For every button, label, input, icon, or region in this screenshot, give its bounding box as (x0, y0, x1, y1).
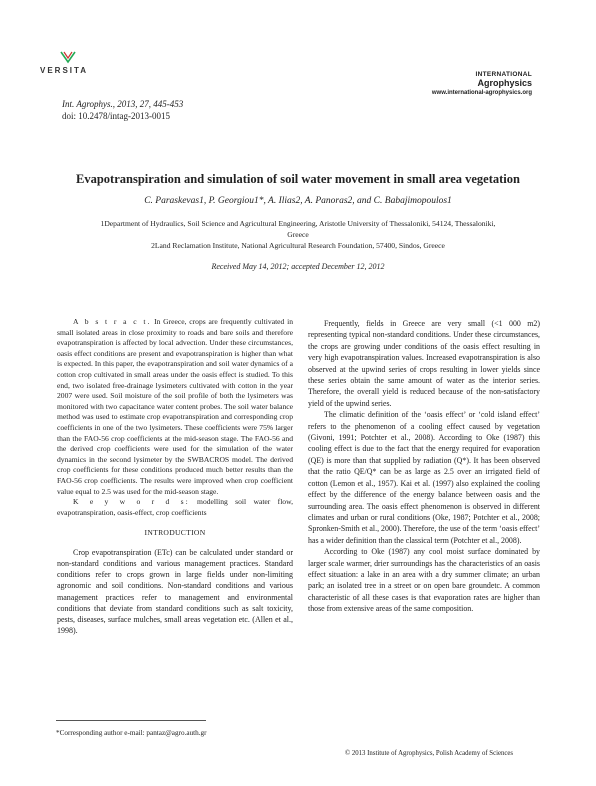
received-dates: Received May 14, 2012; accepted December 12, 2012 (211, 262, 385, 271)
affiliations (90, 218, 506, 251)
versita-mark-icon (60, 50, 76, 64)
abstract-text: In Greece, crops are frequently cultivated in small isolated areas in close proximity to roads and bare soils and therefore evapotranspiration is affected by local advection. Under these circumstances, oasis effect conditions are present and evapotranspiration is higher than what is expected. In this paper, the evapotranspiration and soil water dynamics of a cotton crop cultivated in small areas under the oasis effect is studied. To this end, two isolated free-drainage lysimeters cultivated with cotton in the year 2007 were used. Soil moisture of the soil profile of both the lysimeters was monitored with two capacitance water content probes. The soil water balance method was used to estimate crop evapotranspiration and corresponding crop coefficients in one of the two lysimeters. These coefficients were 75% larger than the FAO-56 crop coefficients at the mid-season stage. The FAO-56 and the derived crop coefficients were used for the simulation of the water dynamics in the second lysimeter by the SWBACROS model. The derived crop coefficients for these conditions produced much better results than the FAO-56 crop coefficients. The results were improved when crop coefficient value equal to 2.5 was used for the mid-season stage. (57, 317, 293, 496)
versita-logo (40, 50, 100, 78)
author-list: C. Paraskevas1, P. Georgiou1*, A. Ilias2, A. Panoras2, and C. Babajimopoulos1 (144, 196, 452, 206)
keywords (57, 497, 293, 518)
keywords-label: K e y w o r d s: (73, 497, 190, 507)
article-title: Evapotranspiration and simulation of soil water movement in small area vegetation (76, 172, 520, 186)
paragraph-1: Frequently, fields in Greece are very small (<1 000 m2) representing typical non-standard conditions. Under these circumstances, the crops are growing under conditions of the oasis effect resulting in very high evapotranspiration values. Increased evapotranspiration is also observed at the upwind series of crops resulting in lower yields since these series obtain the same amount of water as the interior series. Therefore, the overall yield is reduced because of the non-satisfactory yield of the upwind series. (308, 319, 540, 408)
keywords-text: modelling soil water flow, evapotranspiration, oasis-effect, crop coefficients (57, 497, 293, 517)
left-column (57, 317, 293, 637)
introduction-text: Crop evapotranspiration (ETc) can be calculated under standard or non-standard conditions and various management practices. Standard conditions refer to crops grown in large fields under non-limiting agronomic and soil conditions. Non-standard conditions and various management practices refer to management and environmental conditions that deviate from standard conditions such as salt toxicity, pests, diseases, surface mulches, small areas vegetation etc. (Allen et al., 1998). (57, 547, 293, 636)
journal-masthead (432, 71, 532, 96)
paragraph-2: The climatic definition of the ‘oasis effect’ or ‘cold island effect’ refers to the phenomenon of a cooling effect caused by vegetation (Givoni, 1991; Potchter et al., 2008). According to Oke (1987) this cooling effect is due to the fact that the energy required for evaporation (QE) is more than that supplied by radiation (Q*). It has been observed that the ratio QE/Q* can be as large as 2.5 over an irrigated field of cotton (Lemon et al., 1957). Kai et al. (1997) also explained the cooling effect by the difference of the energy balance between oasis and the surrounding area. The oasis effect phenomenon is observed in different climates and urban or rural conditions (Oke, 1987; Potchter et al., 2008; Spronken-Smith et al., 2000). Therefore, the use of the term ‘oasis effect’ has a wider definition than the classical term (Potchter et al., 2008). (308, 410, 540, 545)
footnote-divider (56, 720, 206, 721)
doi[interactable]: doi: 10.2478/intag-2013-0015 (62, 111, 170, 121)
abstract-label: A b s t r a c t. (73, 317, 152, 326)
journal-name: Agrophysics (477, 78, 532, 88)
affiliation-1: 1Department of Hydraulics, Soil Science and Agricultural Engineering, Aristotle University of Thessaloniki, 54124, Thessaloniki, Greece (100, 219, 496, 239)
citation-journal: Int. Agrophys., 2013, 27, 445-453 (62, 99, 184, 109)
journal-url[interactable]: www.international-agrophysics.org (431, 90, 532, 96)
logo-text: VERSITA (40, 66, 89, 75)
citation-block (62, 98, 183, 122)
right-column (308, 318, 540, 615)
paragraph-3: According to Oke (1987) any cool moist surface dominated by larger scale warmer, drier surroundings has the characteristics of an oasis effect situation: a lake in an area with a dry summer climate; an urban park; an isolated tree in a street or on open bare groundetc. A common characteristic of all these cases is that evaporation rates are higher than those from extensive areas of the same composition. (308, 547, 540, 614)
introduction-heading: INTRODUCTION (144, 528, 206, 538)
abstract (57, 317, 293, 497)
affiliation-2: 2Land Reclamation Institute, National Agricultural Research Foundation, 57400, Sindos, Greece (151, 241, 445, 250)
corresponding-author: *Corresponding author e-mail: pantaz@agro.auth.gr (56, 729, 207, 737)
journal-small: INTERNATIONAL (475, 71, 532, 78)
copyright: © 2013 Institute of Agrophysics, Polish Academy of Sciences (345, 750, 514, 757)
